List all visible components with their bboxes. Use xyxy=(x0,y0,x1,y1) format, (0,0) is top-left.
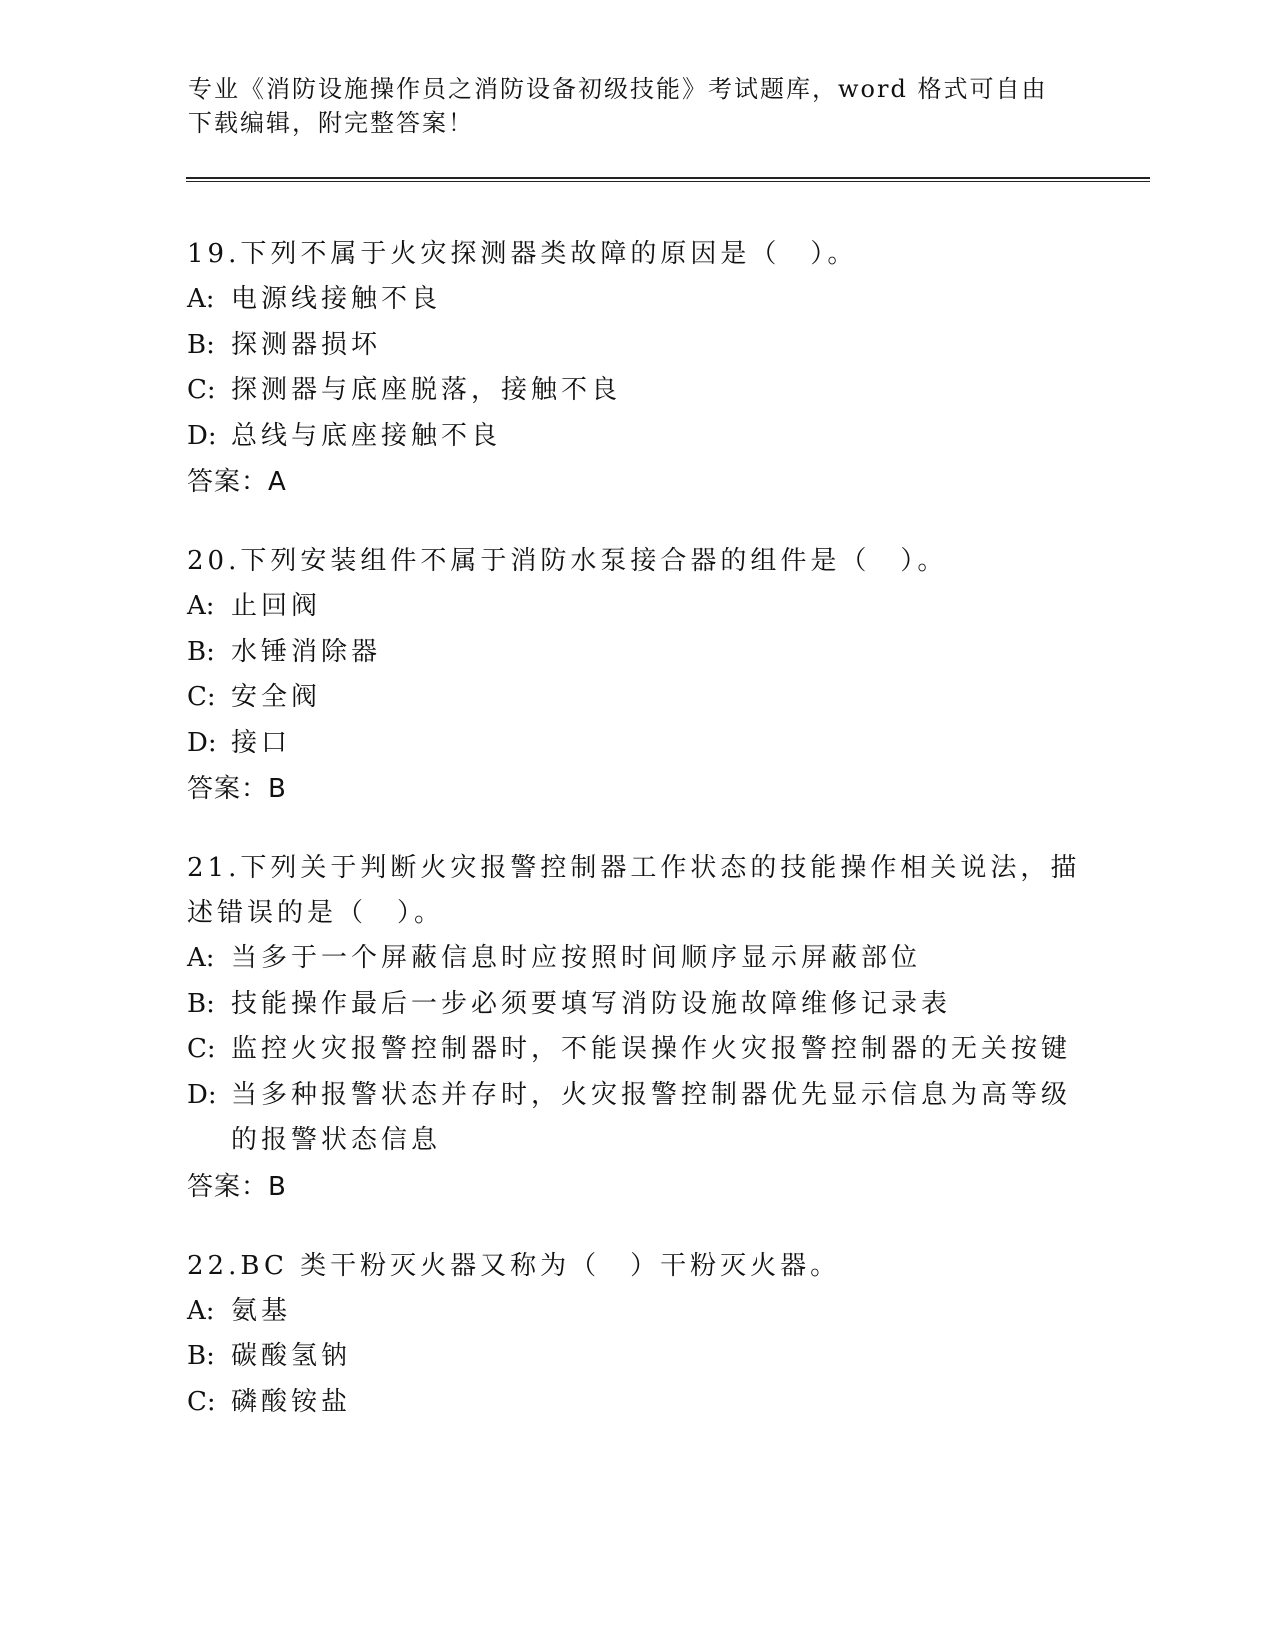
question-19 xyxy=(187,232,1087,505)
option-d xyxy=(187,721,1087,767)
option-text: 探测器损坏 xyxy=(231,329,382,360)
option-c xyxy=(187,675,1087,721)
question-22 xyxy=(187,1244,1087,1426)
question-stem: 20.下列安装组件不属于消防水泵接合器的组件是（ ）。 xyxy=(187,546,948,576)
option-c xyxy=(187,368,1087,414)
option-key: A: xyxy=(187,284,215,314)
option-b xyxy=(187,323,1087,369)
option-key: B: xyxy=(187,1341,215,1371)
option-text: 止回阀 xyxy=(231,591,322,621)
option-b xyxy=(187,982,1087,1028)
option-key: B: xyxy=(187,329,215,360)
option-key: A: xyxy=(187,943,215,973)
option-c xyxy=(187,1380,1087,1426)
option-text: 安全阀 xyxy=(231,682,322,712)
question-stem: 21.下列关于判断火灾报警控制器工作状态的技能操作相关说法，描述错误的是（ ）。 xyxy=(187,853,1081,928)
option-a xyxy=(187,1289,1087,1335)
option-d xyxy=(187,1073,1087,1164)
option-key: C: xyxy=(187,1386,216,1417)
option-a xyxy=(187,584,1087,630)
option-text: 探测器与底座脱落，接触不良 xyxy=(231,375,622,405)
option-text: 电源线接触不良 xyxy=(231,284,442,314)
question-21 xyxy=(187,846,1087,1210)
option-key: C: xyxy=(187,682,216,712)
answer-line: 答案：B xyxy=(187,774,287,804)
option-b xyxy=(187,630,1087,676)
option-key: D: xyxy=(187,420,217,451)
option-b xyxy=(187,1334,1087,1380)
answer-line: 答案：B xyxy=(187,1171,287,1202)
document-header: 专业《消防设施操作员之消防设备初级技能》考试题库，word 格式可自由下载编辑，附完整答案！ xyxy=(188,75,1048,137)
option-key: D: xyxy=(187,1079,217,1110)
question-stem: 22.BC 类干粉灭火器又称为（ ）干粉灭火器。 xyxy=(187,1250,841,1281)
option-key: B: xyxy=(187,988,215,1019)
option-key: C: xyxy=(187,1034,216,1064)
header-divider xyxy=(186,177,1150,179)
option-a xyxy=(187,277,1087,323)
option-c xyxy=(187,1027,1087,1073)
option-text: 磷酸铵盐 xyxy=(231,1386,352,1417)
option-text: 当多于一个屏蔽信息时应按照时间顺序显示屏蔽部位 xyxy=(231,943,922,973)
option-key: C: xyxy=(187,375,216,405)
option-text: 氨基 xyxy=(231,1295,292,1326)
header-divider-thin xyxy=(186,181,1150,182)
option-d xyxy=(187,414,1087,460)
option-text: 水锤消除器 xyxy=(231,636,382,667)
option-text: 监控火灾报警控制器时，不能误操作火灾报警控制器的无关按键 xyxy=(231,1034,1072,1064)
option-key: A: xyxy=(187,591,215,621)
option-text: 总线与底座接触不良 xyxy=(231,420,502,451)
option-a xyxy=(187,936,1087,982)
question-stem: 19.下列不属于火灾探测器类故障的原因是（ ）。 xyxy=(187,239,858,269)
question-20 xyxy=(187,539,1087,812)
option-key: B: xyxy=(187,636,215,667)
answer-line: 答案：A xyxy=(187,467,287,497)
option-text: 当多种报警状态并存时，火灾报警控制器优先显示信息为高等级的报警状态信息 xyxy=(231,1079,1072,1155)
option-text: 技能操作最后一步必须要填写消防设施故障维修记录表 xyxy=(231,988,952,1019)
option-text: 接口 xyxy=(231,727,292,758)
option-key: A: xyxy=(187,1295,215,1326)
option-text: 碳酸氢钠 xyxy=(231,1341,352,1371)
option-key: D: xyxy=(187,727,217,758)
question-list xyxy=(187,232,1087,1459)
